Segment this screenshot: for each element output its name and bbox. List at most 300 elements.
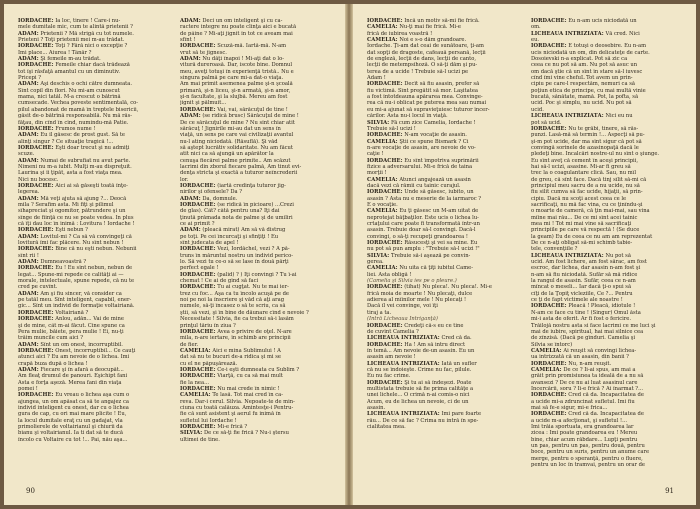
dialogue-text: crtaţului care poate fi transformată într-un bbox=[367, 221, 480, 227]
speaker-name: IORDACHE: bbox=[367, 322, 403, 329]
dialogue-text: ractere integre nu poate clinţa aici e bucată bbox=[180, 24, 297, 31]
dialogue-text: Vă cred. Nici bbox=[603, 30, 640, 37]
dialogue-text: viaţă, un sens pe care vai civilizaţii avantul bbox=[180, 132, 294, 139]
dialogue-text: Îmi pare foarte bbox=[439, 411, 482, 418]
dialogue-text: asasin am nevoie ! bbox=[367, 354, 416, 361]
dialogue-text: legat... Spune-mi repede ce calităţi ai — bbox=[18, 271, 124, 278]
dialogue-text: Avea o privire de oţel. N-are bbox=[215, 328, 292, 335]
dialogue-text: Ha ! Am să intru direct bbox=[402, 341, 466, 348]
dialogue-text: gerea. bbox=[367, 259, 384, 266]
dialogue-text: lacrimi din zborul fiecare palmă, Am tinut evi- bbox=[180, 163, 302, 170]
dialogue-text: cipiu pe care-l respectăm, nemuri ca să bbox=[531, 81, 635, 88]
dialogue-text: încolo cu Voltaire cu tot !... Pai, nău aşa... bbox=[18, 436, 128, 443]
dialogue-text: (palid) ? ) Îţi convingi ? Tu î-ai bbox=[215, 271, 297, 278]
speaker-name: IORDACHE: bbox=[18, 316, 54, 323]
dialogue-text: Prieteni ? Toţi prietenii mei m-au trădat. bbox=[18, 37, 125, 44]
dialogue-text: Anlou, adăn... Vai de mine bbox=[53, 316, 124, 323]
dialogue-text: ucid. Poc şi simplu, nu ucid. Nu pot să bbox=[531, 100, 632, 107]
speaker-name: IORDACHE: bbox=[531, 303, 567, 310]
dialogue-text: ucid. Am fost lichere, am fost sărac, am fost bbox=[531, 259, 647, 266]
right-page bbox=[352, 4, 696, 505]
dialogue-text: în temă... Am nevoie de-un asasin. Eu un bbox=[367, 347, 475, 354]
dialogue-text: bucată, sănătate, mamă. Pot, la pofta, să bbox=[531, 94, 639, 101]
speaker-name: CAMELIA: bbox=[531, 347, 562, 354]
dialogue-text: cred pe cuvînt. bbox=[18, 284, 58, 291]
dialogue-text: Cred că da. Incapacitatea de bbox=[566, 392, 644, 399]
dialogue-text: zicea : Îmi poate grandoarea eu ! Mereu bbox=[531, 430, 638, 437]
dialogue-text: Încă un motiv să-mi fie frică. bbox=[402, 18, 480, 24]
left-page-column-2 bbox=[180, 18, 332, 478]
speaker-name: IORDACHE: bbox=[367, 240, 403, 247]
dialogue-text: de cuvînt Camelia ? bbox=[367, 328, 419, 335]
right-page-column-2 bbox=[531, 18, 683, 478]
dialogue-text: Nici eu nu bbox=[603, 113, 633, 120]
dialogue-text: Credeţi că-s eu ce tine bbox=[402, 322, 464, 329]
dialogue-text: Frumos nume ! bbox=[53, 125, 96, 132]
dialogue-text: Nu, n-am reuşit. bbox=[566, 360, 612, 367]
dialogue-text: Asta e forţa aşeză. Merea fani din viaţa bbox=[18, 379, 122, 386]
dialogue-text: de glas). Cât? câtă pentru una? Îţi dai bbox=[180, 208, 280, 215]
dialogue-text: scuze. bbox=[18, 151, 35, 158]
dialogue-text: dat sopţi de dragoste, cafeauă persană, lecţii bbox=[367, 49, 486, 56]
dialogue-text: Îmi place... Aiurea ! Tânăr ? bbox=[18, 49, 92, 56]
dialogue-text: şi-m pot ucide, dar ma sînt sigur că pot să bbox=[531, 138, 642, 145]
dialogue-text: Am şi fiu sincer, vă consider ca bbox=[38, 290, 122, 297]
speaker-name: ADAM: bbox=[18, 30, 39, 37]
dialogue-text: ţinută prămada nota de palme şi de umiliri bbox=[180, 214, 293, 221]
dialogue-text: nu-l ating niciodată. (Răsuflă). Şi văd bbox=[180, 138, 278, 145]
speaker-name: ADAM: bbox=[18, 195, 39, 202]
dialogue-text: numele, să-ţi încasez o să te scriu, ca să bbox=[180, 303, 286, 310]
dialogue-text: sacrificaţi, nu mă fac vina, cu ce ţinîndu-şi bbox=[531, 201, 643, 208]
speaker-name: IORDACHE: bbox=[367, 132, 403, 139]
dialogue-text: ucis niciodată un om, din delicateţe de carte. bbox=[531, 49, 650, 56]
dialogue-text: fiu silit cumva să fac ucide, hijaţii, să prin- bbox=[531, 189, 643, 196]
speaker-name: CAMELIA: bbox=[367, 138, 398, 145]
speaker-name: IORDACHE: bbox=[367, 157, 403, 164]
dialogue-text: Tu ai cugţat. Nu te mai ier- bbox=[215, 284, 289, 291]
dialogue-text: vrut să te jignesc. bbox=[180, 49, 227, 56]
dialogue-text: De ce ? Îi-ai spus, am mai a bbox=[561, 366, 636, 373]
dialogue-text: Bine că nu eşti nebun. Nebunii bbox=[53, 246, 137, 253]
dialogue-text: n-am să fiu niciodată. Sufăr să mă ridice bbox=[531, 271, 638, 278]
dialogue-text: Necessitate ! Silvia, fie ca trebui să-i lasăm bbox=[180, 316, 294, 323]
dialogue-text: cărilor. Asta nu-i locul în viaţă. bbox=[367, 113, 448, 120]
dialogue-text: de pâine ? Mi-aţi jignit în tot ce aveam mai bbox=[180, 30, 293, 37]
dialogue-text: că îţi dau loc în inimă : Lovitura ! Iordache ! bbox=[18, 221, 135, 227]
dialogue-text: asasin ? Asta nu e meserie de la iarmaroc ? bbox=[367, 195, 482, 202]
dialogue-text: principiul meu sacru de a nu ucide, nu să bbox=[531, 182, 640, 189]
dialogue-text: făţau, din cînd în cînd, numindu-mă Patie. bbox=[18, 119, 129, 126]
dialogue-text: Laurina şi îi ţipăt, asta a fost viaţa mea. bbox=[18, 170, 123, 177]
dialogue-text: (se ridică brusc) Sărăcuţul de mine ! bbox=[200, 113, 299, 120]
speaker-name: ADAM: bbox=[180, 113, 201, 120]
dialogue-text: De ce sărăcuţul de mine ? Nu sînt chiar atît bbox=[180, 119, 295, 126]
speaker-name: IORDACHE: bbox=[180, 246, 216, 253]
speaker-name: LICHEAUA INTRIZIATĂ: bbox=[531, 113, 604, 120]
dialogue-text: escroc, dar lichea, dar asasin n-am fost şi bbox=[531, 265, 641, 272]
dialogue-text: caţie ! bbox=[367, 151, 384, 158]
dialogue-text: Onest, incorruptibil... Ce cauţi bbox=[53, 347, 136, 354]
dialogue-text: nirilor şi ofensele? Da ? bbox=[180, 189, 243, 196]
dialogue-text: Atunci angajează un asasin bbox=[397, 176, 471, 183]
dialogue-text: bine, chiar acum răbdare... Lupţi pentru bbox=[531, 436, 638, 443]
dialogue-text: atît nici ca să ajungă un apărător la bbox=[180, 151, 274, 158]
dialogue-text: mîine mai rău... De ce mi sînt acei tainic bbox=[531, 214, 638, 221]
dialogue-text: Eşti nebun ? bbox=[53, 227, 88, 234]
text-line bbox=[367, 424, 519, 430]
dialogue-text: lovitură îmi fac plăcere. Nu sînt nebun ! bbox=[18, 240, 124, 247]
speaker-name: IORDACHE: bbox=[18, 227, 54, 234]
dialogue-text: sînge de fiinţă ce nu se poate vedea. În plus bbox=[18, 214, 134, 221]
dialogue-text: (tihat) Nu pleca!. Nu pleca!. Mi-e bbox=[402, 284, 492, 291]
dialogue-text: mai să fe-e sigur, mi-e frica... bbox=[531, 404, 608, 411]
dialogue-text: Toţi ? Fără nici o excepţie ? bbox=[53, 43, 128, 50]
dialogue-text: Ai reuşit să convingi lichea- bbox=[561, 347, 637, 354]
dialogue-text: bianu şi voltairianul. Ia ti dat să te ducă bbox=[18, 430, 123, 437]
dialogue-text: sînt rii ! bbox=[18, 252, 39, 259]
dialogue-text: sfînt ! bbox=[180, 37, 196, 44]
dialogue-text: frică moia de moarte ! Nu plecaţi, dulce bbox=[367, 290, 473, 297]
dialogue-text: Fă cum zice Camelia, Iordache ! bbox=[389, 119, 476, 126]
dialogue-text: o moarte de cameră, că ţin mai-mai, sau vina bbox=[531, 208, 650, 215]
dialogue-text: Numai de subrufiat nu avut parte. bbox=[38, 157, 131, 164]
dialogue-text: trăim muncile cum aici ? bbox=[18, 335, 83, 342]
dialogue-text: fie la nea... bbox=[180, 379, 210, 386]
dialogue-text: poţiun etica de principe, cu mai multă vinie bbox=[531, 87, 646, 94]
dialogue-text: Ia loc, tinere ! Care-i nu- bbox=[53, 18, 121, 24]
dialogue-text: Trăilojă nostru asta si face lacrimi ce me luci şi bbox=[531, 322, 656, 329]
dialogue-text: Răsucesţi şi vei sa mine. Eu bbox=[402, 240, 478, 247]
dialogue-text: Da, domnule. bbox=[200, 195, 238, 202]
dialogue-text: grăit prin promisiunea ta ideală de a nu să bbox=[531, 373, 644, 380]
dialogue-text: punzi. Lasă-mă să termin !... Aspecţi să pu- bbox=[531, 132, 645, 139]
dialogue-text: lor. bbox=[180, 176, 189, 183]
dialogue-text: Dacă îl vei convinge, voi îţi bbox=[367, 303, 438, 310]
dialogue-text: liei. Asta obligă ! bbox=[367, 271, 412, 278]
dialogue-text: sufletul lui Iordache ! bbox=[180, 417, 237, 424]
dialogue-text: ciuna cu toată calăuza. Amintesţe-i Pentru- bbox=[180, 404, 294, 411]
speaker-name: IORDACHE: bbox=[18, 182, 54, 189]
dialogue-text: Eu ! Eu sînt nebun, nebun de bbox=[53, 265, 133, 272]
dialogue-text: pilul abandonat de mamă în treptele bisericii, bbox=[18, 106, 139, 113]
speaker-name: CAMELIA: bbox=[367, 24, 398, 31]
dialogue-text: Iordache. Ţi-am dat ceai de sunătoare, ţi-am bbox=[367, 43, 484, 50]
speaker-name: IORDACHE: bbox=[367, 81, 403, 88]
dialogue-text: Aici ai să găseşti toată înţe- bbox=[53, 182, 128, 189]
dialogue-text: Decît să fiu asasin, prefer să bbox=[402, 81, 480, 88]
speaker-name: SILVIA: bbox=[367, 252, 390, 259]
speaker-name: ADAM: bbox=[18, 259, 39, 266]
dialogue-text: adierea al mîinilor mele ! Nu plecaţi ! bbox=[367, 297, 467, 304]
dialogue-text: convingi, o să-ţi recupeţi grandoarea ! bbox=[367, 233, 468, 240]
speaker-name: LICHEAUA INTRIZIATĂ: bbox=[367, 360, 440, 367]
dialogue-text: primolierele de voltairianul şi chiurii da bbox=[18, 424, 123, 430]
speaker-name: ADAM: bbox=[180, 56, 201, 63]
speaker-name: IORDACHE: bbox=[531, 43, 567, 50]
dialogue-text: tiraj a ta. bbox=[367, 309, 392, 316]
dialogue-text: Acum, eu de lichea un nevoie, ci de un bbox=[367, 398, 469, 405]
dialogue-text: nu pot să pun amplu : "Trebuie să-l ucizi !" bbox=[367, 246, 480, 253]
dialogue-text: trez cu foc... Aşa ca tu încolo acuşă pe de bbox=[180, 290, 289, 297]
dialogue-text: Vezi, Iordăchel, vezi ? A pă- bbox=[215, 246, 290, 253]
dialogue-text: gura de cap, cu ori mai mare plicite ! Eu, bbox=[18, 411, 127, 418]
speaker-name: IORDACHE: bbox=[180, 182, 216, 189]
speaker-name: IORDACHE: bbox=[367, 379, 403, 386]
dialogue-text: Cred că da. Incapacitatea de bbox=[566, 411, 644, 418]
dialogue-text: terea de a ucide ! Trebuie să-l ucizi pe bbox=[367, 68, 469, 75]
dialogue-text: n-are vocaţie de asasin, are nevoie de vo- bbox=[367, 144, 476, 151]
dialogue-text: ce ai primit ? bbox=[180, 221, 215, 227]
dialogue-text: lecţii de metempsihoză. O să-ţi dăm şi pu- bbox=[367, 62, 478, 69]
speaker-name: IORDACHE: bbox=[367, 284, 403, 291]
dialogue-text: Nu uita că ţiţi iubitul Came- bbox=[397, 265, 473, 272]
dialogue-text: lo. Să vezi tu ce-o să se lase în două părţi bbox=[180, 259, 289, 266]
dialogue-text: Dumneavoastră ? bbox=[38, 259, 87, 266]
dialogue-text: Îmi trăia sportuata, era grandoarea lar bbox=[531, 424, 634, 430]
dialogue-text: Eu sînt împotriva suprimării bbox=[402, 157, 479, 164]
dialogue-text: ultimei de tine. bbox=[180, 436, 220, 443]
dialogue-text: ceea ce nu pot să am. Nu pot să asuc un bbox=[531, 62, 638, 69]
dialogue-text: Dosoievski n-a explicat. Pot să zic ca bbox=[531, 56, 628, 63]
speaker-name: CAMELIA: bbox=[531, 366, 562, 373]
dialogue-text: fie că sunt asistent şi aerul fu inimă în bbox=[180, 411, 281, 418]
dialogue-text: Unde să găsesc, iubito, un bbox=[402, 189, 474, 196]
speaker-name: ADAM: bbox=[18, 157, 39, 164]
speaker-name: IORDACHE: bbox=[367, 189, 403, 196]
text-line bbox=[18, 437, 170, 443]
speaker-name: IORDACHE: bbox=[180, 201, 216, 208]
dialogue-text: primară, şi-n liceu, şi-n armată, şi-n amor, bbox=[180, 87, 291, 94]
dialogue-text: cialitatea mea. bbox=[367, 424, 406, 430]
dialogue-text: cumsecade. Vechea poveste sentimentală, co- bbox=[18, 100, 139, 107]
speaker-name: IORDACHE: bbox=[531, 411, 567, 418]
speaker-name: SILVIA: bbox=[180, 430, 203, 437]
speaker-name: LICHEAUA INTRIZIATĂ: bbox=[367, 335, 440, 342]
dialogue-text: chemat ! Ce ai de gînd să faci bbox=[180, 278, 259, 285]
speaker-name: IORDACHE: bbox=[531, 125, 567, 132]
dialogue-text: mea mi ! Tot mi mai vine să sacrificaţi bbox=[531, 221, 632, 227]
dialogue-text: Pricepi ? bbox=[18, 75, 42, 82]
speaker-name: IORDACHE: bbox=[180, 106, 216, 113]
dialogue-text: trec la o coagulantare clică. Sau, nu mîl bbox=[531, 170, 636, 177]
dialogue-text: frică de iubirea voastră ! bbox=[367, 30, 433, 37]
dialogue-text: eu mi-a ajunat să supravieţuiesc tuturor încer- bbox=[367, 106, 490, 113]
speaker-name: IORDACHE: bbox=[18, 309, 54, 316]
dialogue-text: Adam ! bbox=[367, 75, 386, 82]
dialogue-text: de engleză, lecţii de dans, lecţii de canto, bbox=[367, 56, 476, 63]
speaker-name: IORDACHE: bbox=[180, 328, 216, 335]
dialogue-text: eu. bbox=[531, 37, 540, 44]
dialogue-text: Deci un om inteligent şi cu ca- bbox=[200, 18, 283, 24]
dialogue-text: Cred că da. bbox=[439, 335, 472, 342]
dialogue-text: Voltairiană ? bbox=[53, 309, 89, 316]
dialogue-text: Eşti doar trecut şi nu admiţi bbox=[53, 144, 130, 151]
dialogue-text: Lovitul-mi ? Ca să vă convingeţi că bbox=[38, 233, 132, 240]
dialogue-text: tele, convenţiile ? bbox=[531, 246, 578, 253]
dialogue-text: Scuză-mă. Iartă-mă. N-am bbox=[215, 43, 287, 50]
dialogue-text: Sînt copil din flori. Nu mi-am cunoscut bbox=[18, 87, 120, 94]
dialogue-text: Ştii ce spune Bismark ? Ci bbox=[397, 138, 469, 145]
dialogue-text: N-am vocaţie de asasin. bbox=[402, 132, 467, 139]
dialogue-text: pe tatăl meu. Sînt inteligent, capabil, ener- bbox=[18, 297, 132, 304]
dialogue-text: cipiu. Dacă nu scoţi acest ceea ce le bbox=[531, 195, 627, 202]
speaker-name: IORDACHE: bbox=[531, 360, 567, 367]
dialogue-text: Noi e s-o dăm grandoare. bbox=[397, 37, 467, 44]
dialogue-text: pledeţi bine. Încalcări nostre-ul nu sînt o şiunge. bbox=[531, 151, 660, 158]
speaker-name: LICHEAUA INTRIZIATĂ: bbox=[531, 30, 604, 37]
speaker-name: CAMELIA: bbox=[367, 208, 398, 215]
dialogue-text: convingă sorinele de azasinopaţă dacă le bbox=[531, 144, 639, 151]
text-line bbox=[531, 462, 683, 468]
dialogue-text: Sînt un om onest, incorruptibil. bbox=[38, 341, 123, 348]
speaker-name: IORDACHE: bbox=[367, 341, 403, 348]
dialogue-text: Am fleaţ drumul de panouri. Eşichipt fani bbox=[18, 373, 128, 380]
dialogue-text: prinţul tăriu în ziua ? bbox=[180, 322, 236, 329]
speaker-name: IORDACHE: bbox=[18, 125, 54, 132]
dialogue-text: (iartă credinţa tuturor jig- bbox=[215, 182, 286, 189]
dialogue-text: de greu, că sînt face. Dacă tinj sîlit să-mi că bbox=[531, 176, 647, 183]
dialogue-text: sărăcuţ ! Jignirile mi-au dat un sens în bbox=[180, 125, 281, 132]
speaker-name: IORDACHE: bbox=[18, 246, 54, 253]
dialogue-text: Aşi deschis o ochi către dumneata. bbox=[38, 81, 132, 88]
dialogue-text: un pas, pentru un pas, pentru două, pentru bbox=[531, 443, 645, 450]
speaker-name: CAMELIA: bbox=[180, 347, 211, 354]
dialogue-text: Aici e mina Sublimului ! A bbox=[210, 347, 281, 354]
left-page-column-1 bbox=[18, 18, 170, 478]
dialogue-text: Eu sînt aveţ că cement în aceşi principii, bbox=[531, 157, 639, 164]
dialogue-text: Nu mai crede în nimic ! bbox=[215, 385, 280, 392]
speaker-name: CAMELIA: bbox=[367, 176, 398, 183]
dialogue-text: Fiecare şi în afară a deocupăt... bbox=[38, 366, 124, 373]
dialogue-text: Mi-e frică ? bbox=[215, 424, 248, 430]
dialogue-text: Şi tu ai să îndeşezi. Poate bbox=[402, 379, 472, 386]
stage-direction: (Intră Licheaua Intriganţă) bbox=[367, 316, 438, 323]
dialogue-text: Femeile chiar dacă trădează bbox=[53, 62, 130, 69]
dialogue-text: la geam) Eu de ceea ce nu am am reprezentat bbox=[531, 233, 653, 240]
dialogue-text: jignit şi pălmuit... bbox=[180, 100, 227, 107]
speaker-name: ADAM: bbox=[18, 290, 39, 297]
dialogue-text: cînd îmi vine chefuL Tot avem un prin- bbox=[531, 75, 633, 82]
speaker-name: ADAM: bbox=[180, 18, 201, 24]
dialogue-text: Încercării, soru ? Îi-e frică ? Ai înarmat ?... bbox=[531, 385, 644, 392]
dialogue-text: merge, pentru o speranţă, pentru o fluere, bbox=[531, 455, 643, 462]
dialogue-text: Te lasă. Tot mai cred în ca- bbox=[210, 392, 283, 399]
dialogue-text: Nu te grăbi, tinere, să răs- bbox=[566, 125, 639, 132]
dialogue-text: pe toţi. Pe cei încurcaţi şi sfinţiţi ! Eu bbox=[180, 233, 279, 240]
dialogue-text: noi pe noi la înscriere şi văd că aţi arag bbox=[180, 297, 285, 304]
dialogue-text: Pleacă ! Pleacă, idiotule ! bbox=[566, 303, 636, 310]
speaker-name: CAMELIA: bbox=[367, 265, 398, 272]
left-page-number: 90 bbox=[26, 487, 35, 495]
dialogue-text: Pera mulie, băiete, pera mulie ! Ei, nu-ţi bbox=[18, 328, 124, 335]
dialogue-text: cu el ne păpuşărează. bbox=[180, 360, 238, 367]
dialogue-text: reva. Dar-i cerul. Silvia. Nepoate-te de min- bbox=[180, 398, 295, 405]
dialogue-text: Iată un sufler bbox=[439, 360, 477, 367]
speaker-name: ADAM: bbox=[180, 195, 201, 202]
dialogue-text: vitură dureroasă. Dar, iscote bine. Domnul bbox=[180, 62, 293, 69]
dialogue-text: om. bbox=[531, 24, 541, 31]
dialogue-text: morţii ! bbox=[367, 170, 387, 177]
speaker-name: IORDACHE: bbox=[180, 385, 216, 392]
dialogue-text: ştii, să vezi, şi în bine de dăunare cînd e nevoie ? bbox=[180, 309, 309, 316]
dialogue-text: unei lichele... O crimă n-ai comis-o nici bbox=[367, 392, 470, 399]
dialogue-text: pot să ucid. bbox=[531, 119, 562, 126]
dialogue-text: individ inteligent cu onest, dar cu o lichea bbox=[18, 404, 129, 411]
dialogue-text: Vai, vai, sărăcuţul de tine ! bbox=[215, 106, 288, 113]
dialogue-text: tot îşi răsfaţă amantul cu un diminutiv. bbox=[18, 68, 120, 75]
dialogue-text: că nu se îndoieşte. Crime nu fac, pilule. bbox=[367, 366, 472, 373]
speaker-name: IORDACHE: bbox=[180, 43, 216, 50]
speaker-name: IORDACHE: bbox=[18, 265, 54, 272]
dialogue-text: E o vocaţie. bbox=[367, 201, 398, 208]
dialogue-text: fiu victimă. Sînt pregătit să mor. Laşitatea bbox=[367, 87, 478, 94]
dialogue-text: Eu vreau o lichea aşa cum o bbox=[53, 392, 130, 399]
dialogue-text: Mă veţi ajuta să ajung ?... Deocă bbox=[38, 195, 127, 202]
dialogue-text: Nu pot să bbox=[603, 252, 631, 259]
speaker-name: IORDACHE: bbox=[531, 18, 567, 24]
speaker-name: SILVIA: bbox=[367, 119, 390, 126]
dialogue-text: a ucide mi-a zdruncinat sufletul. Îmi fiu bbox=[531, 398, 635, 405]
dialogue-text: om dacă ştie că un sînt în stare să-l iuvesc bbox=[531, 68, 643, 75]
dialogue-text: rea că nu-i oblicat pe puterea mea sau numai bbox=[367, 100, 487, 107]
dialogue-text: mai de iubire, spiritual, hai mai silnice cea bbox=[531, 328, 644, 335]
dialogue-text: mila ? Serafim asta. Mi fiţi şi pilimul bbox=[18, 201, 114, 208]
dialogue-text: boce, pentru un suris, pentru un anume care bbox=[531, 449, 650, 456]
dialogue-text: Eu îl găsesc de prost gust. Să te bbox=[38, 132, 125, 139]
dialogue-text: Am mai primit asemenea palme şi-n şcoală bbox=[180, 81, 293, 88]
speaker-name: IORDACHE: bbox=[18, 347, 54, 354]
dialogue-text: sînt judecata de apel ! bbox=[180, 240, 239, 247]
dialogue-text: Şi femeile m-au trădat. bbox=[38, 56, 101, 63]
dialogue-text: (se ridică în picioare) ...Crezi bbox=[215, 201, 294, 208]
dialogue-text: meu, aveţi totuşi în experienţă tristă.. Nu e bbox=[180, 68, 294, 75]
speaker-name: ADAM: bbox=[18, 56, 39, 63]
dialogue-text: (pleacă mirat) Am să vă distrug bbox=[200, 227, 286, 234]
dialogue-text: sîhapreciat şi ogomitor, pătrundere şi un bbox=[18, 208, 126, 215]
dialogue-text: ua intrizzată că un asasin, din banii ? bbox=[531, 354, 629, 361]
dialogue-text: mama, nici tatăl. M-a crescut o bătrînă bbox=[18, 94, 121, 101]
speaker-name: ADAM: bbox=[18, 366, 39, 373]
dialogue-text: gic... Sînt un individ de formaţie voltairiană. bbox=[18, 303, 135, 310]
dialogue-text: dacă vezi că rămîi cu tainic curajul. bbox=[367, 182, 461, 189]
dialogue-text: crapă buza după o lichea ! bbox=[18, 360, 88, 367]
speaker-name: IORDACHE: bbox=[18, 144, 54, 151]
speaker-name: IORDACHE: bbox=[180, 366, 216, 373]
speaker-name: IORDACHE: bbox=[180, 373, 216, 380]
dialogue-text: să aştept lucrătiv solidaritate. Nu am făcut bbox=[180, 144, 293, 151]
dialogue-text: Eu n-am ucis niciodată un bbox=[566, 18, 637, 24]
speaker-name: IORDACHE: bbox=[180, 271, 216, 278]
speaker-name: ADAM: bbox=[18, 233, 39, 240]
dialogue-text: a fost întotdeauna apărarea mea. Convinge- bbox=[367, 94, 483, 101]
dialogue-text: şi de mine, cât m-ai făcut. Cine spune ca bbox=[18, 322, 125, 329]
dialogue-text: neprotejat băţbaţilor. Este ucis o lichea lu- bbox=[367, 214, 479, 221]
dialogue-text: rău... De ce să fac ? Crima nu intră în spe- bbox=[367, 417, 479, 424]
right-page-column-1 bbox=[367, 18, 519, 478]
dialogue-text: principiile pe care vă respectă ! (Se duce bbox=[531, 227, 640, 234]
dialogue-text: Nu-ţi mai fie frică. Mi-e bbox=[397, 24, 461, 31]
dialogue-text: De ce n-aţi obligat să-mi schimb tabie- bbox=[531, 240, 633, 247]
dialogue-text: cenuşa fiecărei palme primite.. Am scăzut bbox=[180, 157, 291, 164]
speaker-name: CAMELIA: bbox=[367, 37, 398, 44]
dialogue-text: Nu dăţi înapoi ! Mi-aţi dat o lo- bbox=[200, 56, 284, 63]
dialogue-text: asasin. bbox=[367, 404, 386, 411]
speaker-name: IORDACHE: bbox=[18, 392, 54, 399]
text-line bbox=[180, 437, 332, 443]
dialogue-text: Prietenii ? Mă strigă cu tot numele. bbox=[38, 30, 134, 37]
dialogue-text: ucid. bbox=[531, 106, 544, 113]
